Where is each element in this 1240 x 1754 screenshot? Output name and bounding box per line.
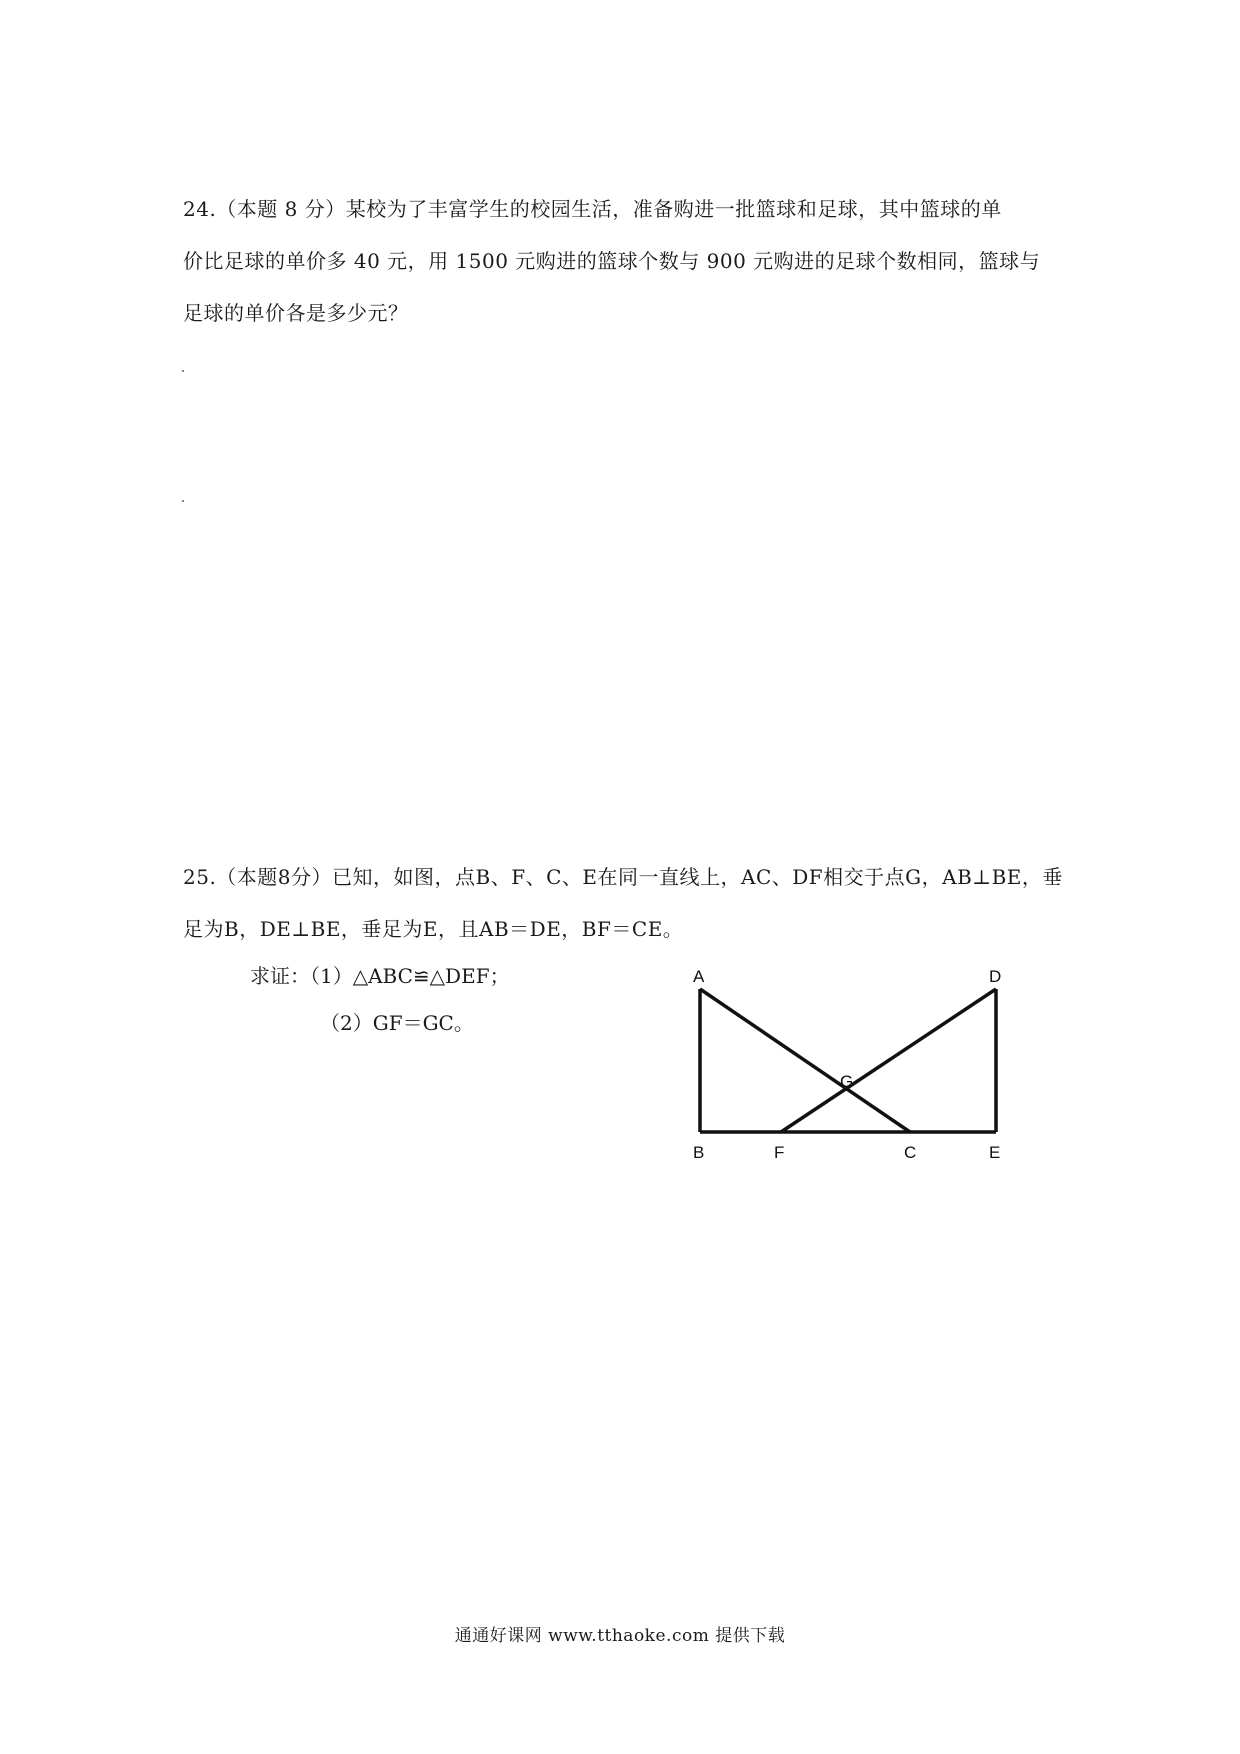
point-label-g: G — [840, 1072, 854, 1091]
problem-25-line-2: 足为B，DE⊥BE，垂足为E，且AB＝DE，BF＝CE。 — [183, 917, 684, 941]
prove-part-2: （2）GF＝GC。 — [320, 1011, 474, 1035]
prove-part-1: 求证：（1）△ABC≌△DEF； — [250, 964, 510, 988]
problem-24 — [183, 183, 1063, 339]
problem-25-line-1: 25.（本题8分）已知，如图，点B、F、C、E在同一直线上，AC、DF相交于点G，AB⊥BE，垂 — [183, 865, 1063, 889]
point-label-e: E — [989, 1143, 1001, 1162]
point-label-a: A — [693, 967, 705, 986]
point-label-c: C — [904, 1143, 917, 1162]
problem-24-line-1: 24.（本题 8 分）某校为了丰富学生的校园生活，准备购进一批篮球和足球，其中篮球的单 — [183, 197, 1002, 221]
point-label-b: B — [693, 1143, 705, 1162]
problem-24-line-2: 价比足球的单价多 40 元，用 1500 元购进的篮球个数与 900 元购进的足球个数相同，篮球与 — [183, 249, 1041, 273]
segment-ac — [700, 989, 910, 1132]
point-label-f: F — [774, 1143, 785, 1162]
point-label-d: D — [989, 967, 1002, 986]
segment-df — [781, 989, 996, 1132]
scan-speck — [182, 370, 184, 372]
problem-25 — [183, 851, 1063, 955]
scan-speck — [182, 500, 184, 502]
geometry-figure — [680, 955, 1010, 1170]
problem-24-line-3: 足球的单价各是多少元？ — [183, 301, 409, 325]
footer-source: 通通好课网 www.tthaoke.com 提供下载 — [454, 1626, 786, 1646]
